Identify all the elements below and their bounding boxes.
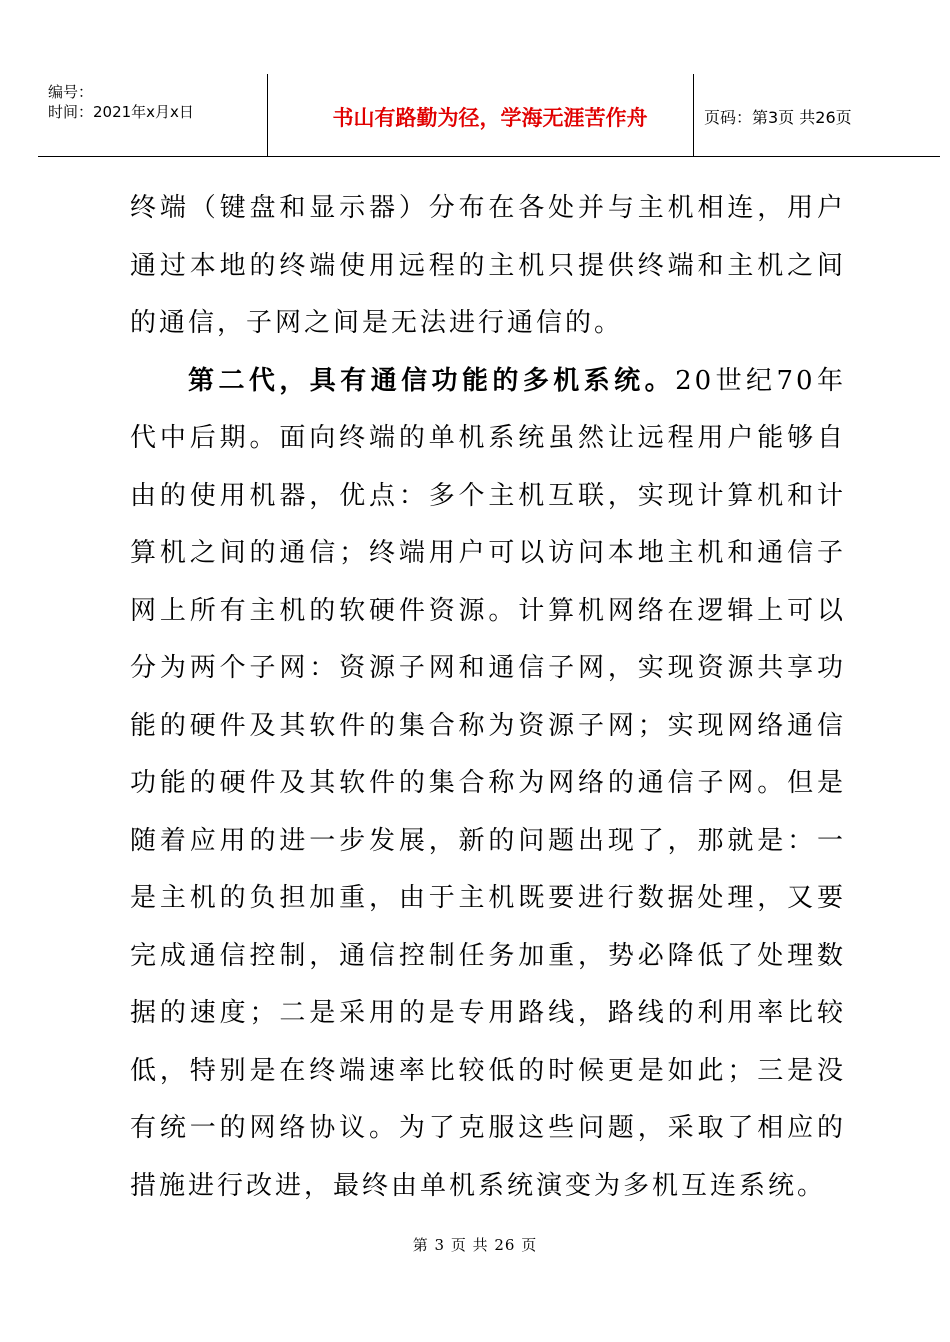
document-body <box>130 180 846 1215</box>
header-divider-right <box>693 74 694 156</box>
header-motto: 书山有路勤为径，学海无涯苦作舟 <box>332 106 648 130</box>
document-number-label: 编号： <box>48 83 94 101</box>
paragraph-text: 20世纪70年代中后期。面向终端的单机系统虽然让远程用户能够自由的使用机器，优点：多个主机互联，实现计算机和计算机之间的通信；终端用户可以访问本地主机和通信子网上所有主机的软硬件资源。计算机网络在逻辑上可以分为两个子网：资源子网和通信子网，实现资源共享功能的硬件及其软件的集合称为资源子网；实现网络通信功能的硬件及其软件的集合称为网络的通信子网。但是随着应用的进一步发展，新的问题出现了，那就是：一是主机的负担加重，由于主机既要进行数据处理，又要完成通信控制，通信控制任务加重，势必降低了处理数据的速度；二是采用的是专用路线，路线的利用率比较低，特别是在终端速率比较低的时候更是如此；三是没有统一的网络协议。为了克服这些问题，采取了相应的措施进行改进，最终由单机系统演变为多机互连系统。 <box>130 365 846 1201</box>
page-header <box>38 74 940 157</box>
paragraph-heading: 第二代，具有通信功能的多机系统。 <box>188 365 676 396</box>
header-meta <box>48 82 194 122</box>
document-time-label: 时间：2021年x月x日 <box>48 103 194 121</box>
paragraph-continuation: 终端（键盘和显示器）分布在各处并与主机相连，用户通过本地的终端使用远程的主机只提供终端和主机之间的通信，子网之间是无法进行通信的。 <box>130 193 846 338</box>
page-footer: 第 3 页 共 26 页 <box>412 1236 538 1254</box>
paragraph-second-generation <box>130 353 846 1216</box>
header-page-info: 页码：第3页 共26页 <box>704 108 852 127</box>
header-divider-left <box>267 74 268 156</box>
